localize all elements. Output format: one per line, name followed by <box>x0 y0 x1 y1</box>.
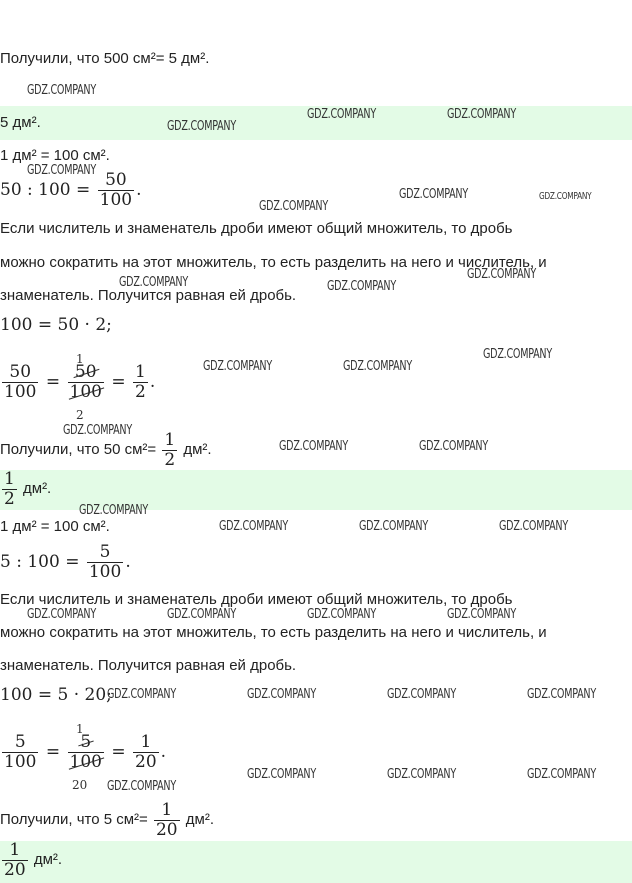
original-fraction-2: $\frac{5}{100}$ <box>4 732 37 772</box>
ratio-fraction: $\frac{50}{100}$ <box>99 170 133 210</box>
watermark: GDZ.COMPANY <box>79 503 148 518</box>
watermark: GDZ.COMPANY <box>307 107 376 122</box>
watermark: GDZ.COMPANY <box>387 687 456 702</box>
watermark: GDZ.COMPANY <box>203 359 272 374</box>
watermark: GDZ.COMPANY <box>327 279 396 294</box>
watermark: GDZ.COMPANY <box>63 423 132 438</box>
equation-line-2: 1 дм² = 100 см². <box>0 518 110 535</box>
watermark: GDZ.COMPANY <box>247 767 316 782</box>
ratio-line-2: 5 : 100 = $\frac{5}{100}$ . <box>0 542 131 582</box>
watermark: GDZ.COMPANY <box>447 607 516 622</box>
cancel-bottom-mark-2: 20 <box>72 778 88 792</box>
watermark: GDZ.COMPANY <box>259 199 328 214</box>
cancel-bottom-mark: 2 <box>76 408 84 422</box>
cancel-top-mark-2: 1 <box>76 722 84 736</box>
answer-line-3: $\frac{1}{20}$ дм². <box>4 839 63 880</box>
watermark: GDZ.COMPANY <box>499 519 568 534</box>
reduced-fraction-2: $\frac{1}{20}$ <box>135 732 157 772</box>
final-fraction: $\frac{1}{2}$ <box>164 429 176 470</box>
watermark: GDZ.COMPANY <box>483 347 552 362</box>
watermark: GDZ.COMPANY <box>387 767 456 782</box>
watermark: GDZ.COMPANY <box>539 191 592 202</box>
original-fraction: $\frac{50}{100}$ <box>4 362 37 402</box>
result-line: Получили, что 500 см²= 5 дм². <box>0 50 210 67</box>
cancelled-fraction: $\frac{50}{100}$ <box>69 362 102 402</box>
watermark: GDZ.COMPANY <box>167 119 236 134</box>
watermark: GDZ.COMPANY <box>399 187 468 202</box>
reduction-line-2: $\frac{5}{100}$ = $\frac{5}{100}$ = $\frac{1}{20}$ . <box>4 732 167 772</box>
ratio-line: 50 : 100 = $\frac{50}{100}$ . <box>0 170 142 210</box>
watermark: GDZ.COMPANY <box>527 767 596 782</box>
rule2-line-2: можно сократить на этот множитель, то есть разделить на него и числитель, и <box>0 624 547 641</box>
answer-line-2: $\frac{1}{2}$ дм². <box>4 468 52 509</box>
final-line: Получили, что 50 см²= $\frac{1}{2}$ дм². <box>0 429 212 470</box>
rule-line-1: Если числитель и знаменатель дроби имеют общий множитель, то дробь <box>0 220 513 237</box>
factor-line: 100 = 50 · 2; <box>0 315 112 335</box>
answer-line: 5 дм². <box>0 114 41 131</box>
answer-fraction: $\frac{1}{2}$ <box>4 468 15 509</box>
watermark: GDZ.COMPANY <box>27 163 96 178</box>
reduction-line: $\frac{50}{100}$ = $\frac{50}{100}$ = $\frac{1}{2}$ . <box>4 362 156 402</box>
rule-line-2: можно сократить на этот множитель, то есть разделить на него и числитель, и <box>0 254 547 271</box>
watermark: GDZ.COMPANY <box>247 687 316 702</box>
factor-line-2: 100 = 5 · 20; <box>0 685 112 705</box>
watermark: GDZ.COMPANY <box>107 687 176 702</box>
watermark: GDZ.COMPANY <box>27 607 96 622</box>
rule2-line-3: знаменатель. Получится равная ей дробь. <box>0 657 297 674</box>
answer-highlight-3 <box>0 841 632 883</box>
watermark: GDZ.COMPANY <box>359 519 428 534</box>
rule2-line-1: Если числитель и знаменатель дроби имеют общий множитель, то дробь <box>0 591 513 608</box>
final-fraction-2: $\frac{1}{20}$ <box>155 799 178 840</box>
cancel-top-mark: 1 <box>76 352 84 366</box>
watermark: GDZ.COMPANY <box>343 359 412 374</box>
watermark: GDZ.COMPANY <box>27 83 96 98</box>
watermark: GDZ.COMPANY <box>119 275 188 290</box>
watermark: GDZ.COMPANY <box>219 519 288 534</box>
rule-line-3: знаменатель. Получится равная ей дробь. <box>0 287 297 304</box>
watermark: GDZ.COMPANY <box>167 607 236 622</box>
ratio-fraction-2: $\frac{5}{100}$ <box>88 542 122 582</box>
watermark: GDZ.COMPANY <box>447 107 516 122</box>
reduced-fraction: $\frac{1}{2}$ <box>135 362 146 402</box>
watermark: GDZ.COMPANY <box>419 439 488 454</box>
watermark: GDZ.COMPANY <box>467 267 536 282</box>
watermark: GDZ.COMPANY <box>107 779 176 794</box>
answer-fraction-2: $\frac{1}{20}$ <box>4 839 26 880</box>
watermark: GDZ.COMPANY <box>279 439 348 454</box>
cancelled-fraction-2: $\frac{5}{100}$ <box>69 732 102 772</box>
final-line-2: Получили, что 5 см²= $\frac{1}{20}$ дм². <box>0 799 215 840</box>
equation-line: 1 дм² = 100 см². <box>0 147 110 164</box>
watermark: GDZ.COMPANY <box>527 687 596 702</box>
watermark: GDZ.COMPANY <box>307 607 376 622</box>
